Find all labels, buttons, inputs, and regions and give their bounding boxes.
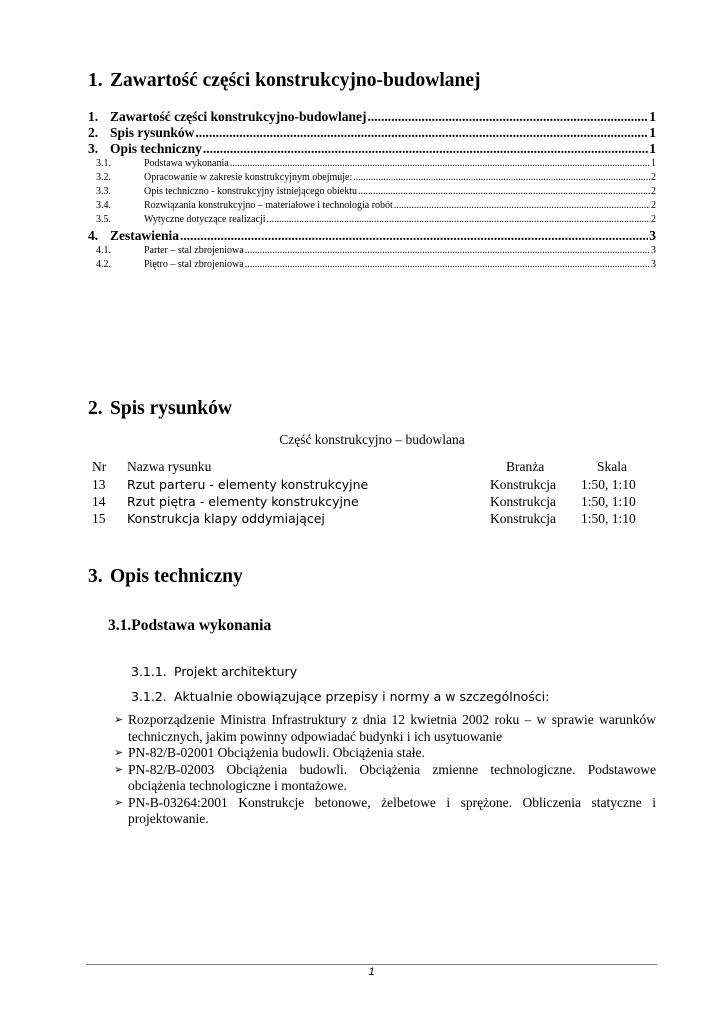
toc-leader [267, 214, 650, 225]
toc-entry[interactable]: 1. Zawartość części konstrukcyjno-budowlanej ..... 1 [88, 109, 656, 125]
toc-subentry[interactable]: 3.1. Podstawa wykonania ..... 1 [96, 158, 656, 171]
list-item: ➢ PN-82/B-02001 Obciążenia budowli. Obciążenia stałe. [114, 745, 425, 760]
table-row: 13 Rzut parteru - elementy konstrukcyjne Konstrukcja 1:50, 1:10 [92, 477, 636, 492]
table-header-row: Nr Nazwa rysunku Branża Skala [92, 459, 627, 474]
toc-leader [358, 186, 650, 197]
toc-leader [353, 172, 650, 183]
table-row: 15 Konstrukcja klapy oddymiającej Konstrukcja 1:50, 1:10 [92, 511, 636, 526]
arrow-bullet-icon: ➢ [114, 762, 124, 776]
toc-subentry[interactable]: 4.1. Parter – stal zbrojeniowa ..... 3 [96, 245, 656, 258]
standards-list [114, 712, 656, 828]
list-item: ➢ PN-B-03264:2001 Konstrukcje betonowe, żelbetowe i sprężone. Obliczenia statyczne i projektowanie. [114, 794, 656, 826]
page-number: 1 [368, 966, 375, 978]
drawings-caption: Część konstrukcyjno – budowlana [279, 432, 465, 447]
toc-leader [195, 125, 648, 141]
toc-entry[interactable]: 2. Spis rysunków ..... 1 [88, 125, 656, 141]
toc-entry[interactable]: 4. Zestawienia ..... 3 [88, 228, 656, 244]
heading-section-3-1: 3.1.Podstawa wykonania [108, 617, 272, 634]
toc-leader [230, 158, 650, 169]
toc-entry[interactable]: 3. Opis techniczny ..... 1 [88, 141, 656, 157]
toc-leader [245, 245, 650, 256]
toc-subentry[interactable]: 3.2. Opracowanie w zakresie konstrukcyjnym obejmuje: ..... 2 [96, 172, 656, 185]
heading-drawings: 2. Spis rysunków [88, 398, 232, 419]
toc-subentry[interactable]: 3.4. Rozwiązania konstrukcyjno – materiałowe i technologia robót ..... 2 [96, 200, 656, 213]
arrow-bullet-icon: ➢ [114, 713, 124, 726]
toc-subentry[interactable]: 3.3. Opis techniczno - konstrukcyjny istniejącego obiektu ..... 2 [96, 186, 656, 199]
toc-leader [394, 200, 650, 211]
arrow-bullet-icon: ➢ [114, 795, 124, 809]
toc-leader [203, 141, 648, 157]
toc-subentry[interactable]: 3.5. Wytyczne dotyczące realizacji ..... 2 [96, 214, 656, 227]
heading-technical-description: 3. Opis techniczny [88, 566, 243, 587]
toc-leader [368, 109, 649, 125]
toc-leader [180, 228, 648, 244]
subitem: 3.1.1. Projekt architektury [131, 664, 298, 679]
list-item: ➢ PN-82/B-02003 Obciążenia budowli. Obciążenia zmienne technologiczne. Podstawowe obciążenia technologiczne i montażowe. [114, 761, 656, 793]
table-row: 14 Rzut piętra - elementy konstrukcyjne Konstrukcja 1:50, 1:10 [92, 494, 636, 509]
footer-divider [86, 964, 657, 965]
toc-leader [245, 259, 650, 270]
toc-subentry[interactable]: 4.2. Piętro – stal zbrojeniowa ..... 3 [96, 259, 656, 272]
list-item: ➢ Rozporządzenie Ministra Infrastruktury z dnia 12 kwietnia 2002 roku – w sprawie warunków technicznych, jakim powinny odpowiadać budynki i ich usytuowanie [114, 712, 656, 744]
subitem: 3.1.2. Aktualnie obowiązujące przepisy i normy a w szczególności: [131, 689, 550, 704]
arrow-bullet-icon: ➢ [114, 746, 124, 759]
heading-contents: 1. Zawartość części konstrukcyjno-budowlanej [88, 70, 481, 91]
